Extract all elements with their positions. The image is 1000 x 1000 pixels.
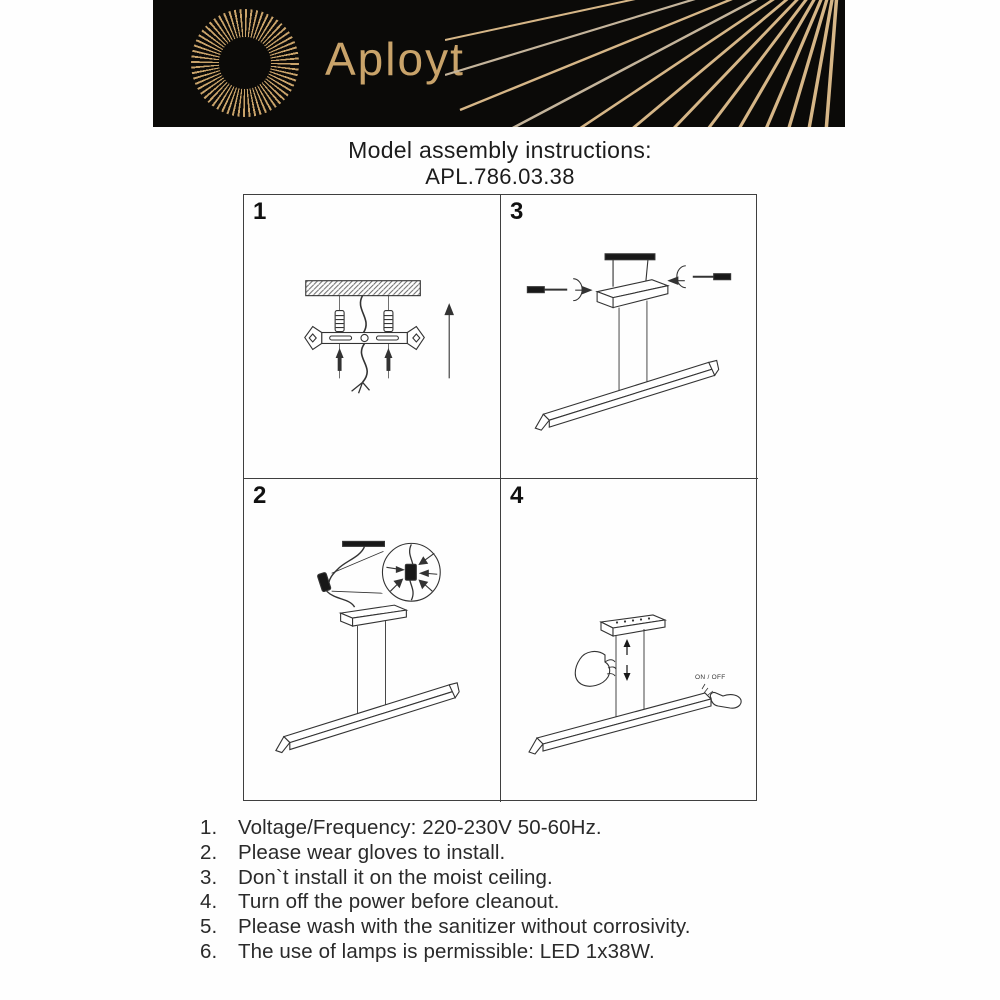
canopy	[601, 615, 665, 636]
side-screw-left	[527, 279, 591, 301]
panel-number: 1	[253, 198, 267, 225]
light-bar	[529, 693, 711, 754]
list-item-text: Don`t install it on the moist ceiling.	[238, 865, 553, 889]
list-item-text: Voltage/Frequency: 220-230V 50-60Hz.	[238, 816, 602, 839]
panel-step-3	[501, 195, 758, 479]
side-screw-right	[669, 266, 731, 288]
light-bar	[276, 683, 459, 753]
brand-name: Aployt	[325, 33, 465, 85]
panel-number: 4	[510, 482, 524, 509]
list-item	[200, 890, 840, 915]
list-item-text: The use of lamps is permissible: LED 1x38W.	[238, 939, 655, 963]
list-item-number: 6.	[200, 939, 218, 963]
list-item	[200, 866, 840, 891]
list-item-number: 2.	[200, 840, 218, 864]
power-cable	[352, 296, 370, 394]
brand-logo	[191, 9, 299, 117]
panel-number: 2	[253, 482, 267, 509]
hand-adjusting-icon	[575, 652, 616, 687]
panel-step-4	[501, 479, 758, 802]
step3-drawing	[501, 195, 758, 478]
step2-drawing	[244, 479, 500, 802]
safety-notes-list	[200, 816, 840, 965]
panel-step-2	[244, 479, 501, 802]
panel-step-1	[244, 195, 501, 479]
canopy	[597, 280, 668, 308]
list-item	[200, 816, 840, 841]
page-title: Model assembly instructions:	[348, 137, 652, 163]
panel-number: 3	[510, 198, 524, 225]
height-adjust-arrows	[624, 639, 631, 681]
magnifier-detail	[382, 543, 440, 601]
header-banner	[153, 0, 845, 127]
step1-drawing	[244, 195, 500, 478]
list-item	[200, 940, 840, 965]
list-item-number: 5.	[200, 915, 218, 939]
light-bar	[535, 360, 718, 430]
wire	[327, 591, 355, 607]
list-item-text: Please wear gloves to install.	[238, 840, 506, 864]
ceiling-bracket	[343, 541, 385, 546]
list-item-text: Please wash with the sanitizer without corrosivity.	[238, 915, 691, 939]
instruction-grid	[243, 194, 757, 801]
ceiling-hatch	[306, 281, 421, 296]
list-item	[200, 915, 840, 940]
decorative-rays-icon	[445, 0, 845, 127]
starburst-core	[219, 37, 271, 89]
onoff-label: ON / OFF	[695, 674, 726, 681]
list-item-number: 1.	[200, 816, 218, 839]
up-arrow-icon	[445, 305, 453, 379]
list-item-number: 4.	[200, 890, 218, 914]
canopy	[341, 605, 407, 626]
list-item-text: Turn off the power before cleanout.	[238, 890, 560, 914]
ceiling-plate	[605, 254, 655, 260]
list-item	[200, 841, 840, 866]
model-number: APL.786.03.38	[425, 164, 575, 189]
list-item-number: 3.	[200, 865, 218, 889]
step4-drawing	[501, 479, 758, 802]
wire-connector	[317, 572, 331, 592]
wire	[329, 546, 365, 583]
